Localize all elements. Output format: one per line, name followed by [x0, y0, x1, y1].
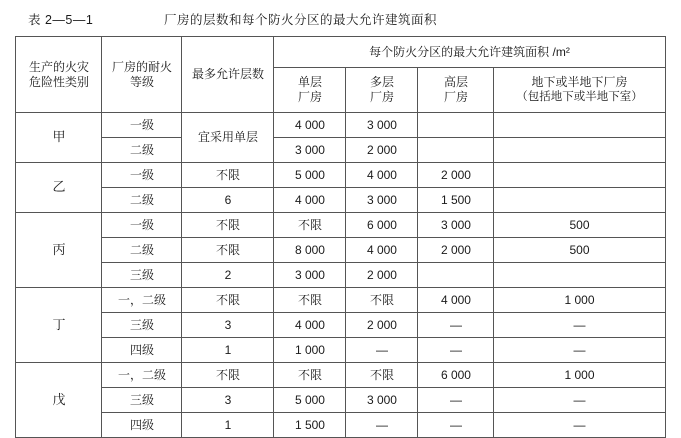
caption-title: 厂房的层数和每个防火分区的最大允许建筑面积: [164, 13, 438, 27]
row-max-floors: 不限 6: [182, 163, 274, 213]
table-row: [16, 113, 665, 163]
row-basement: 1 000 — —: [494, 363, 665, 438]
header-row-1: [16, 37, 665, 68]
header-max-floors: 最多允许层数: [182, 37, 274, 113]
row-high-rise: 2 000 1 500: [418, 163, 494, 213]
row-multi-storey: 6 000 4 000 2 000: [346, 213, 418, 288]
row-max-floors: 不限 不限 2: [182, 213, 274, 288]
header-single-storey: 单层 厂房: [274, 68, 346, 113]
header-fire-resistance-rating: 厂房的耐火 等级: [102, 37, 182, 113]
table-row: [16, 163, 665, 213]
row-basement: 1 000 — —: [494, 288, 665, 363]
row-high-rise: [418, 113, 494, 163]
row-levels: 一，二级 三级 四级: [102, 288, 182, 363]
row-category: 丙: [16, 213, 102, 288]
row-high-rise: 4 000 — —: [418, 288, 494, 363]
row-multi-storey: 不限 2 000 —: [346, 288, 418, 363]
table-row: [16, 213, 665, 288]
row-high-rise: 6 000 — —: [418, 363, 494, 438]
table-row: [16, 288, 665, 363]
row-basement: 500 500: [494, 213, 665, 288]
row-category: 甲: [16, 113, 102, 163]
row-single-storey: 不限 5 000 1 500: [274, 363, 346, 438]
table-row: [16, 363, 665, 438]
fire-compartment-table: [15, 36, 665, 438]
caption-number: 表 2—5—1: [28, 13, 94, 27]
row-max-floors: 不限 3 1: [182, 288, 274, 363]
table-body: [16, 113, 665, 438]
row-single-storey: 5 000 4 000: [274, 163, 346, 213]
row-multi-storey: 不限 3 000 —: [346, 363, 418, 438]
header-max-area-group: 每个防火分区的最大允许建筑面积 /m²: [274, 37, 665, 68]
row-levels: 一级 二级: [102, 113, 182, 163]
row-category: 丁: [16, 288, 102, 363]
row-single-storey: 4 000 3 000: [274, 113, 346, 163]
header-high-rise: 高层 厂房: [418, 68, 494, 113]
row-basement: [494, 113, 665, 163]
row-levels: 一级 二级 三级: [102, 213, 182, 288]
row-high-rise: 3 000 2 000: [418, 213, 494, 288]
table-caption: [0, 0, 681, 36]
row-single-storey: 不限 8 000 3 000: [274, 213, 346, 288]
row-single-storey: 不限 4 000 1 000: [274, 288, 346, 363]
row-basement: [494, 163, 665, 213]
row-levels: 一级 二级: [102, 163, 182, 213]
table-head: [16, 37, 665, 113]
header-multi-storey: 多层 厂房: [346, 68, 418, 113]
header-hazard-category: 生产的火灾 危险性类别: [16, 37, 102, 113]
row-max-floors: 不限 3 1: [182, 363, 274, 438]
row-levels: 一，二级 三级 四级: [102, 363, 182, 438]
header-basement: 地下或半地下厂房 （包括地下或半地下室）: [494, 68, 665, 113]
row-max-floors: 宜采用单层: [182, 113, 274, 163]
row-category: 戊: [16, 363, 102, 438]
row-category: 乙: [16, 163, 102, 213]
row-multi-storey: 3 000 2 000: [346, 113, 418, 163]
row-multi-storey: 4 000 3 000: [346, 163, 418, 213]
